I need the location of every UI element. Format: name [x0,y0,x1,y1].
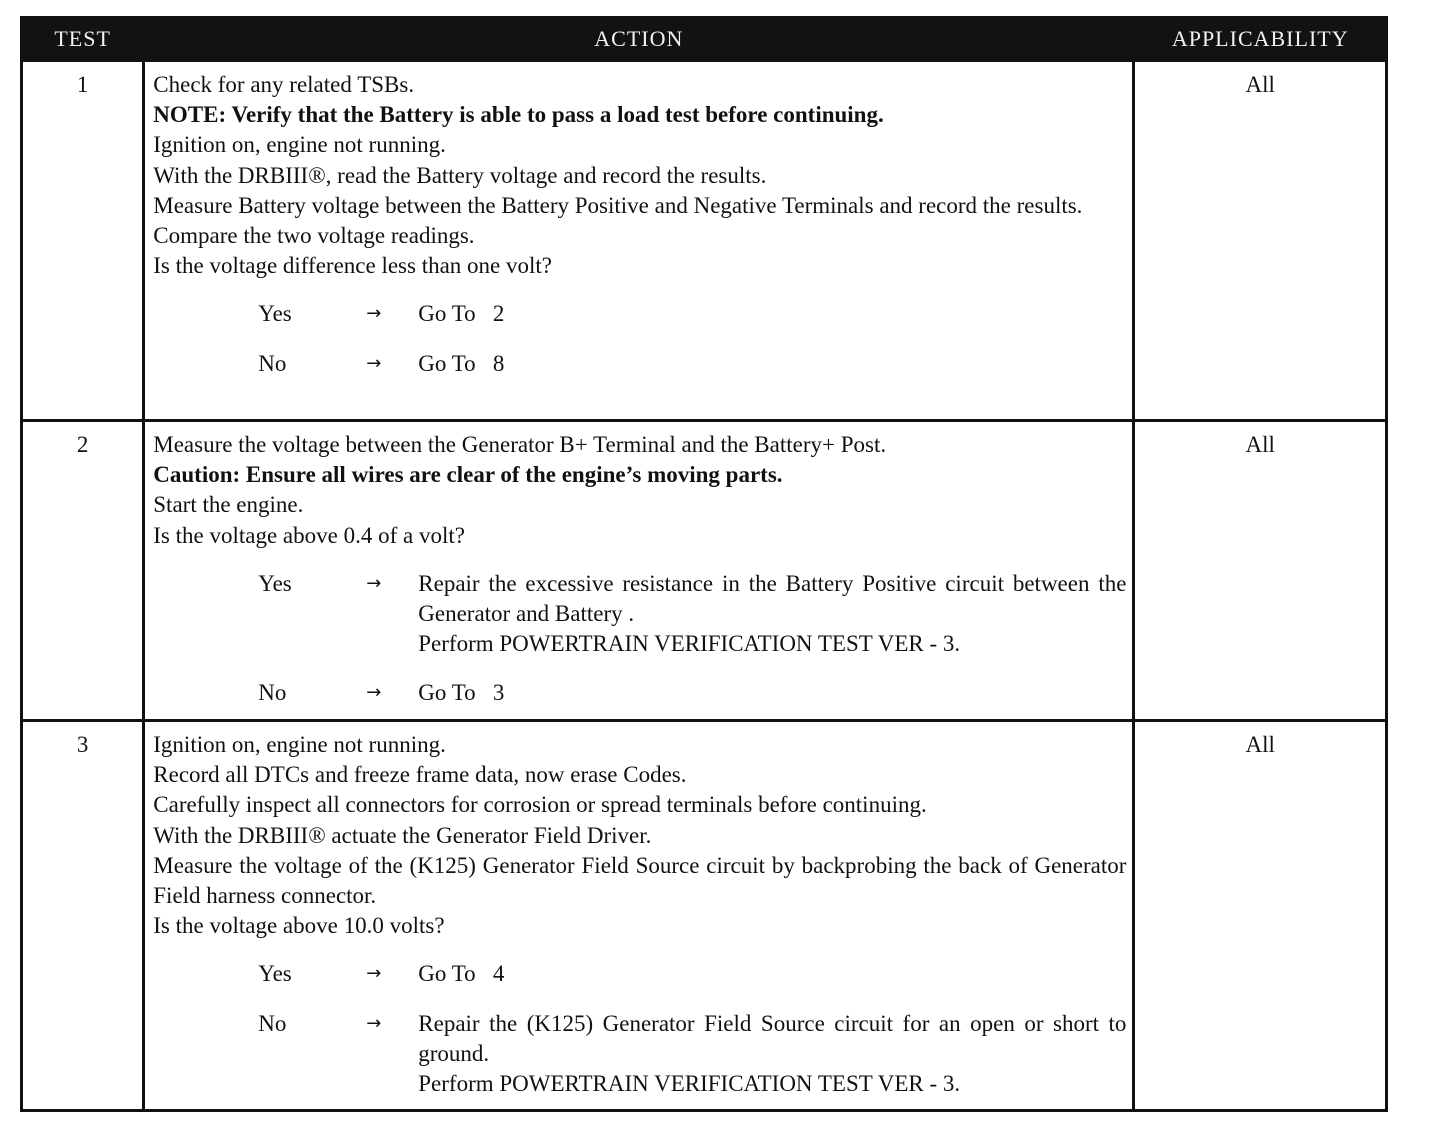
arrow-right-icon: → [366,352,382,374]
question-line: Is the voltage above 10.0 volts? [153,913,445,939]
outcome-no [153,349,1126,379]
outcome-label: No [258,680,287,706]
outcome-label: No [258,1010,287,1036]
action-cell [144,721,1134,1111]
action-line: Compare the two voltage readings. [153,223,475,249]
outcome-list [153,299,1126,378]
arrow-right-icon: → [366,963,382,985]
test-number: 3 [22,721,144,1111]
outcome-text [418,569,1126,660]
outcome-line: Repair the excessive resistance in the Battery Positive circuit between the Generator and Battery . [418,570,1127,627]
arrow-right-icon: → [366,682,382,704]
outcome-label: Yes [258,301,292,327]
action-line: Record all DTCs and freeze frame data, now erase Codes. [153,762,687,788]
action-line: Ignition on, engine not running. [153,132,446,158]
outcome-line: Go To 3 [418,680,505,706]
action-line: Measure the voltage between the Generator B+ Terminal and the Battery+ Post. [153,432,887,457]
outcome-yes [153,959,1126,989]
applicability-value: All [1134,721,1387,1111]
applicability-value: All [1134,421,1387,721]
action-line: Ignition on, engine not running. [153,732,446,757]
action-line: Measure Battery voltage between the Battery Positive and Negative Terminals and record the results. [153,192,1083,218]
question-line: Is the voltage above 0.4 of a volt? [153,522,465,548]
outcome-text [418,678,1126,708]
outcome-line: Go To 4 [418,961,505,987]
diagnostic-test-table [20,16,1388,1112]
test-number: 1 [22,61,144,421]
outcome-yes [153,299,1126,329]
outcome-no [153,1009,1126,1100]
outcome-text [418,1009,1126,1100]
action-line: Measure the voltage of the (K125) Generator Field Source circuit by backprobing the back of Generator Field harness connector. [153,852,1127,909]
outcome-label: No [258,350,287,376]
header-test: TEST [22,18,144,61]
outcome-line: Go To 8 [418,350,505,376]
caution-line: Caution: Ensure all wires are clear of the engine’s moving parts. [153,462,783,488]
table-header-row [22,18,1387,61]
table-row [22,421,1387,721]
arrow-right-icon: → [366,1012,382,1034]
outcome-line: Repair the (K125) Generator Field Source circuit for an open or short to ground. [418,1010,1127,1066]
table-row [22,721,1387,1111]
action-line: Carefully inspect all connectors for corrosion or spread terminals before continuing. [153,792,927,818]
applicability-value: All [1134,61,1387,421]
outcome-text [418,349,1126,379]
outcome-line: Perform POWERTRAIN VERIFICATION TEST VER - 3. [418,1071,961,1097]
outcome-text [418,959,1126,989]
action-cell [144,61,1134,421]
note-line: NOTE: Verify that the Battery is able to pass a load test before continuing. [153,102,884,128]
outcome-text [418,299,1126,329]
outcome-no [153,678,1126,708]
test-number: 2 [22,421,144,721]
outcome-yes [153,569,1126,660]
action-line: Check for any related TSBs. [153,72,415,97]
question-line: Is the voltage difference less than one volt? [153,253,553,279]
table-row [22,61,1387,421]
action-line: With the DRBIII®, read the Battery voltage and record the results. [153,162,767,188]
header-action: ACTION [144,18,1134,61]
action-line: Start the engine. [153,492,304,518]
outcome-line: Perform POWERTRAIN VERIFICATION TEST VER - 3. [418,631,961,657]
outcome-line: Go To 2 [418,301,505,327]
outcome-list [153,959,1126,1099]
outcome-list [153,569,1126,709]
action-cell [144,421,1134,721]
action-line: With the DRBIII® actuate the Generator Field Driver. [153,822,652,848]
arrow-right-icon: → [366,572,382,594]
outcome-label: Yes [258,570,292,596]
outcome-label: Yes [258,961,292,987]
header-applicability: APPLICABILITY [1134,18,1387,61]
arrow-right-icon: → [366,303,382,325]
